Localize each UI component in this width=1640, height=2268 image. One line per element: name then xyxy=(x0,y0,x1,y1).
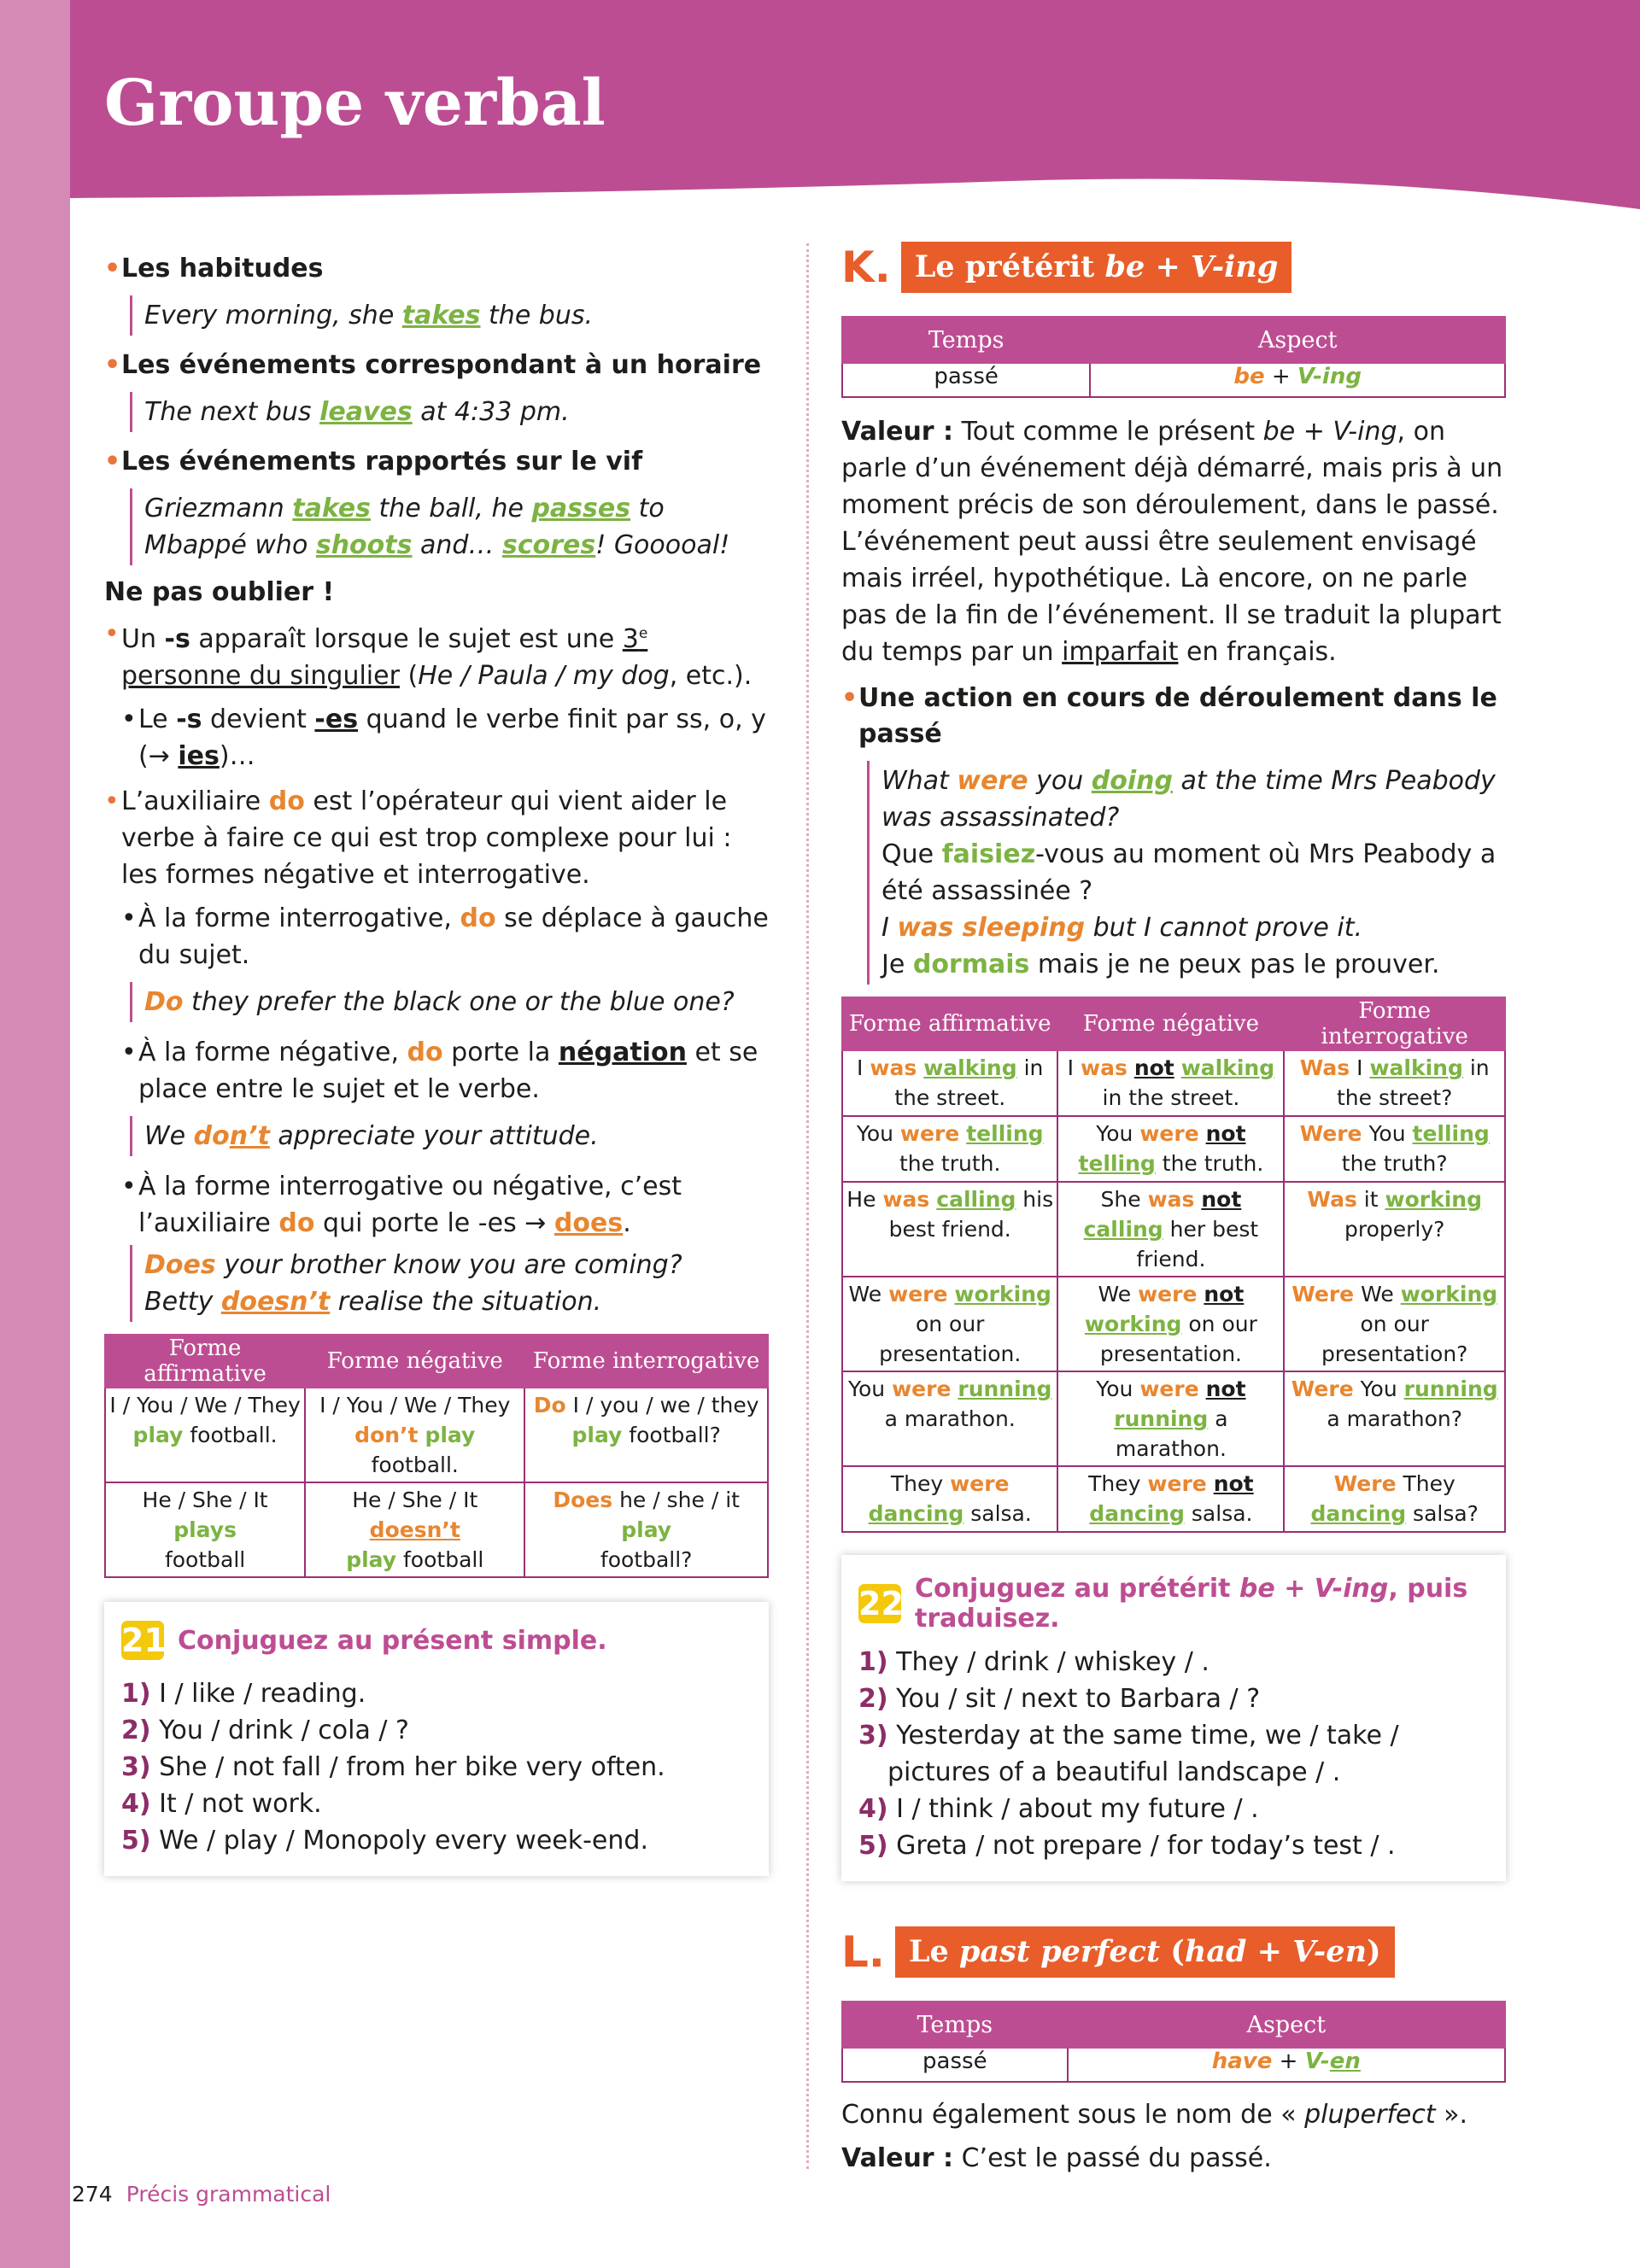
list-item: 4) It / not work. xyxy=(121,1789,322,1819)
valeur2-paragraph: Valeur : C’est le passé du passé. xyxy=(841,2143,1272,2173)
page-number: 274 xyxy=(72,2182,113,2207)
list-item: 1) They / drink / whiskey / . xyxy=(858,1647,1210,1677)
footer-label: Précis grammatical xyxy=(126,2182,331,2207)
exercise-number: 21 xyxy=(121,1622,167,1659)
section-l-heading: L. Le past perfect (had + V-en) xyxy=(841,1926,1506,1979)
heading-horaire: • Les événements correspondant à un horaire xyxy=(104,348,769,383)
table-row: We were working on our presentation. We were not working on our presentation. Were We working on our presentation? xyxy=(842,1277,1505,1371)
table-header: Aspect xyxy=(1090,317,1505,363)
connu-paragraph: Connu également sous le nom de « pluperfect ». xyxy=(841,2100,1468,2130)
table-header: Temps xyxy=(842,317,1090,363)
example-habitudes: Every morning, she takes the bus. xyxy=(130,295,769,336)
page-title: Groupe verbal xyxy=(104,67,606,140)
list-item: 1) I / like / reading. xyxy=(121,1679,366,1709)
exercise-22 xyxy=(841,1555,1506,1881)
list-item: 2) You / drink / cola / ? xyxy=(121,1716,409,1745)
example-vif: Griezmann takes the ball, he passes to Mbappé who shoots and… scores! Gooooal! xyxy=(130,488,769,565)
table-header: Forme interrogative xyxy=(1284,997,1505,1050)
rule-auxiliaire: • L’auxiliaire do est l’opérateur qui vient aider le verbe à faire ce qui est trop complexe pour lui : les formes négative et interrogative. xyxy=(104,783,769,893)
rule-interrogative: • À la forme interrogative, do se déplace à gauche du sujet. xyxy=(104,900,769,973)
table-header: Temps xyxy=(842,2002,1068,2048)
side-band xyxy=(0,0,70,2268)
table-row: passé be + V-ing xyxy=(842,363,1505,397)
table-row: I was walking in the street. I was not walking in the street. Was I walking in the street? xyxy=(842,1050,1505,1116)
table-header: Aspect xyxy=(1068,2002,1505,2048)
list-item: 4) I / think / about my future / . xyxy=(858,1794,1259,1824)
list-item: 2) You / sit / next to Barbara / ? xyxy=(858,1684,1261,1714)
column-divider xyxy=(806,243,809,2169)
exercise-title: Conjuguez au prétérit be + V-ing, puis traduisez. xyxy=(915,1574,1468,1634)
rule-does: • À la forme interrogative ou négative, c’est l’auxiliaire do qui porte le -es → does. xyxy=(104,1168,769,1242)
table-header: Forme négative xyxy=(305,1335,524,1388)
table-row: He / She / It plays football He / She / It doesn’t play football Does he / she / it play football? xyxy=(105,1482,768,1577)
table-row: You were telling the truth. You were not telling the truth. Were You telling the truth? xyxy=(842,1116,1505,1182)
table-row: passé have + V-en xyxy=(842,2048,1505,2082)
right-column xyxy=(841,241,1506,2177)
present-simple-table xyxy=(104,1334,769,1578)
exercise-number: 22 xyxy=(858,1585,904,1622)
left-column xyxy=(104,241,769,1876)
heading-habitudes: • Les habitudes xyxy=(104,251,769,287)
table-row: I / You / We / They play football. I / You / We / They don’t play football. Do I / you / we / they play football? xyxy=(105,1388,768,1482)
list-item: 3) She / not fall / from her bike very often. xyxy=(121,1752,665,1782)
heading-oublier: Ne pas oublier ! xyxy=(104,577,335,607)
table-header: Forme affirmative xyxy=(105,1335,305,1388)
rule-es: • Le -s devient -es quand le verbe finit par ss, o, y (→ ies)… xyxy=(104,701,769,775)
page-footer xyxy=(72,2182,331,2207)
valeur-paragraph: Valeur : Tout comme le présent be + V-ing, on parle d’un événement déjà démarré, mais pris à un moment précis de son déroulement, dans le passé. L’événement peut aussi être seulement envisagé mais irréel, hypothétique. Là encore, on ne parle pas de la fin de l’événement. Il se traduit la plupart du temps par un imparfait en français. xyxy=(841,417,1503,667)
rule-negative: • À la forme négative, do porte la négation et se place entre le sujet et le verbe. xyxy=(104,1034,769,1108)
table-header: Forme interrogative xyxy=(524,1335,768,1388)
section-k-heading: K. Le prétérit be + V-ing xyxy=(841,241,1506,294)
table-header: Forme négative xyxy=(1057,997,1284,1050)
list-item: 5) We / play / Monopoly every week-end. xyxy=(121,1826,648,1856)
rule-3e-personne: • Un -s apparaît lorsque le sujet est une 3e personne du singulier (He / Paula / my dog, etc.). xyxy=(104,616,769,694)
exercise-title: Conjuguez au présent simple. xyxy=(178,1625,607,1656)
example-action: What were you doing at the time Mrs Peabody was assassinated? Que faisiez-vous au moment où Mrs Peabody a été assassinée ? I was sleeping but I cannot prove it. Je dormais mais je ne peux pas le prouver. xyxy=(867,761,1506,985)
example-does: Does your brother know you are coming? Betty doesn’t realise the situation. xyxy=(130,1245,769,1322)
l-tense-table xyxy=(841,2001,1506,2083)
preterit-forms-table xyxy=(841,997,1506,1533)
example-negative: We don’t appreciate your attitude. xyxy=(130,1116,769,1156)
table-row: They were dancing salsa. They were not dancing salsa. Were They dancing salsa? xyxy=(842,1466,1505,1532)
heading-action: • Une action en cours de déroulement dans le passé xyxy=(841,681,1506,752)
list-item: 3) Yesterday at the same time, we / take / pictures of a beautiful landscape / . xyxy=(858,1721,1399,1787)
k-tense-table xyxy=(841,316,1506,398)
table-header: Forme affirmative xyxy=(842,997,1057,1050)
example-horaire: The next bus leaves at 4:33 pm. xyxy=(130,392,769,432)
table-row: He was calling his best friend. She was not calling her best friend. Was it working properly? xyxy=(842,1182,1505,1277)
exercise-21 xyxy=(104,1602,769,1876)
table-row: You were running a marathon. You were not running a marathon. Were You running a marathon? xyxy=(842,1371,1505,1466)
list-item: 5) Greta / not prepare / for today’s test / . xyxy=(858,1831,1396,1861)
heading-vif: • Les événements rapportés sur le vif xyxy=(104,444,769,480)
example-interrogative: Do they prefer the black one or the blue one? xyxy=(130,982,769,1022)
